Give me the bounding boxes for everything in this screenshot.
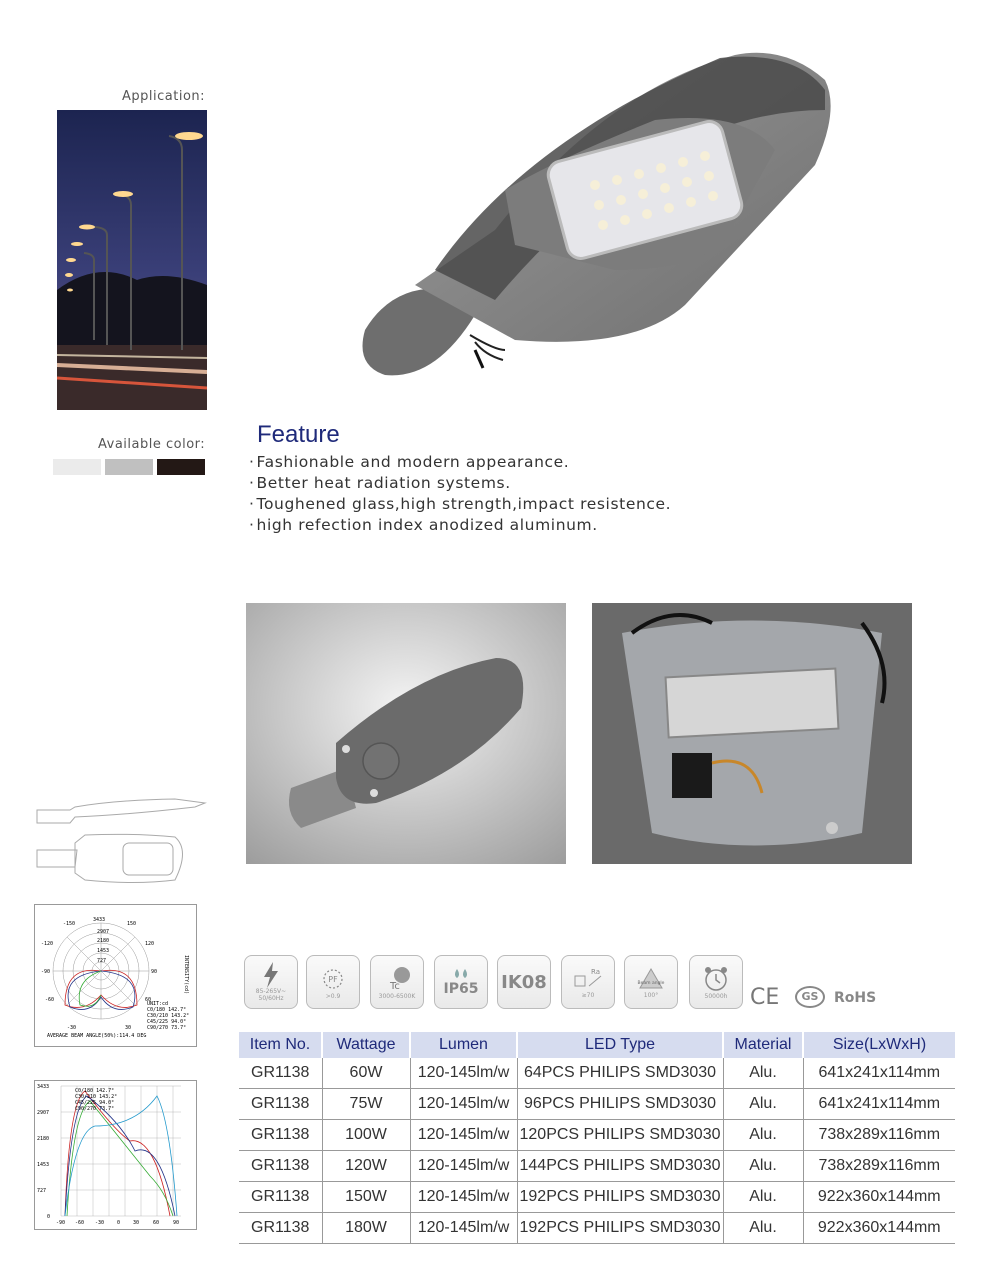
cartesian-y-tick: 3433 bbox=[37, 1084, 50, 1090]
gs-mark-icon: GS bbox=[795, 986, 825, 1008]
table-row bbox=[239, 1120, 955, 1151]
table-cell: GR1138 bbox=[239, 1089, 322, 1120]
ce-mark-icon: CE bbox=[750, 985, 780, 1010]
polar-tick-left: -60 bbox=[45, 997, 55, 1003]
polar-legend-item: C30/210 143.2° bbox=[147, 1013, 190, 1019]
table-cell: 180W bbox=[322, 1213, 410, 1244]
column-header: Wattage bbox=[322, 1032, 410, 1058]
table-cell: GR1138 bbox=[239, 1151, 322, 1182]
table-cell: 738x289x116mm bbox=[803, 1120, 955, 1151]
table-row bbox=[239, 1058, 955, 1089]
polar-ring-label: 2180 bbox=[97, 938, 110, 944]
table-row bbox=[239, 1182, 955, 1213]
feature-item: · Fashionable and modern appearance. bbox=[249, 452, 671, 473]
table-row bbox=[239, 1213, 955, 1244]
lifetime-icon: 50000h bbox=[689, 955, 743, 1009]
lamp-inside-photo bbox=[592, 603, 912, 864]
power-factor-icon: PF >0.9 bbox=[306, 955, 360, 1009]
table-cell: 192PCS PHILIPS SMD3030 bbox=[517, 1182, 723, 1213]
table-cell: GR1138 bbox=[239, 1058, 322, 1089]
table-row bbox=[239, 1151, 955, 1182]
polar-tick-top: -150 bbox=[63, 921, 76, 927]
cartesian-y-tick: 0 bbox=[47, 1214, 51, 1220]
polar-light-distribution-chart bbox=[34, 904, 197, 1047]
cartesian-x-tick: 90 bbox=[173, 1220, 180, 1226]
polar-ring-label: 727 bbox=[97, 958, 107, 964]
hero-lamp-image bbox=[355, 50, 835, 385]
spec-table bbox=[239, 1032, 955, 1244]
color-swatch-black bbox=[157, 459, 205, 475]
column-header: Lumen bbox=[410, 1032, 517, 1058]
cartesian-x-tick: -90 bbox=[56, 1220, 66, 1226]
table-cell: 96PCS PHILIPS SMD3030 bbox=[517, 1089, 723, 1120]
table-cell: 120-145lm/w bbox=[410, 1182, 517, 1213]
cartesian-legend-item: C90/270 73.7° bbox=[75, 1106, 115, 1112]
polar-tick-bottom: 30 bbox=[125, 1025, 132, 1031]
polar-tick-left: -90 bbox=[41, 969, 51, 975]
table-cell: 922x360x144mm bbox=[803, 1182, 955, 1213]
cartesian-x-tick: 30 bbox=[133, 1220, 140, 1226]
application-label: Application: bbox=[122, 89, 206, 104]
polar-legend-item: C0/180 142.7° bbox=[147, 1007, 187, 1013]
table-cell: 922x360x144mm bbox=[803, 1213, 955, 1244]
available-color-label: Available color: bbox=[98, 437, 206, 452]
ip65-icon: IP65 bbox=[434, 955, 488, 1009]
polar-tick-left: -120 bbox=[41, 941, 54, 947]
polar-tick-right: 120 bbox=[145, 941, 155, 947]
cartesian-x-tick: -60 bbox=[75, 1220, 85, 1226]
polar-tick-bottom: -30 bbox=[67, 1025, 77, 1031]
table-cell: 641x241x114mm bbox=[803, 1089, 955, 1120]
beam-angle-icon: Beam angle 100° bbox=[624, 955, 678, 1009]
polar-tick-top: 3433 bbox=[93, 917, 106, 923]
rohs-mark-icon: RoHS bbox=[834, 990, 877, 1006]
column-header: Item No. bbox=[239, 1032, 322, 1058]
feature-item: · Better heat radiation systems. bbox=[249, 473, 671, 494]
table-row bbox=[239, 1089, 955, 1120]
table-cell: Alu. bbox=[723, 1182, 803, 1213]
table-cell: 120-145lm/w bbox=[410, 1120, 517, 1151]
color-swatch-white bbox=[53, 459, 101, 475]
feature-list bbox=[249, 452, 671, 536]
cartesian-x-tick: -30 bbox=[95, 1220, 105, 1226]
table-cell: GR1138 bbox=[239, 1120, 322, 1151]
polar-tick-right: 60 bbox=[145, 997, 152, 1003]
table-cell: 192PCS PHILIPS SMD3030 bbox=[517, 1213, 723, 1244]
table-cell: Alu. bbox=[723, 1089, 803, 1120]
cartesian-legend-item: C45/225 94.0° bbox=[75, 1100, 115, 1106]
table-cell: 120-145lm/w bbox=[410, 1213, 517, 1244]
cartesian-legend-item: C30/210 143.2° bbox=[75, 1094, 118, 1100]
power-icon: 85-265V~ 50/60Hz bbox=[244, 955, 298, 1009]
table-cell: 120-145lm/w bbox=[410, 1089, 517, 1120]
table-cell: Alu. bbox=[723, 1058, 803, 1089]
cartesian-x-tick: 0 bbox=[117, 1220, 121, 1226]
color-swatch-grey bbox=[105, 459, 153, 475]
table-cell: 75W bbox=[322, 1089, 410, 1120]
cartesian-x-tick: 60 bbox=[153, 1220, 160, 1226]
feature-title: Feature bbox=[257, 421, 340, 448]
table-cell: 144PCS PHILIPS SMD3030 bbox=[517, 1151, 723, 1182]
table-cell: 120-145lm/w bbox=[410, 1058, 517, 1089]
table-cell: 120-145lm/w bbox=[410, 1151, 517, 1182]
column-header: Size(LxWxH) bbox=[803, 1032, 955, 1058]
lamp-back-photo bbox=[246, 603, 566, 864]
ra-icon: Ra ≥70 bbox=[561, 955, 615, 1009]
table-cell: Alu. bbox=[723, 1213, 803, 1244]
polar-tick-top: 150 bbox=[127, 921, 137, 927]
svg-text:PF: PF bbox=[328, 974, 338, 984]
table-cell: 738x289x116mm bbox=[803, 1151, 955, 1182]
color-temperature-icon: Tc 3000-6500K bbox=[370, 955, 424, 1009]
polar-unit-label: UNIT:cd bbox=[147, 1001, 169, 1007]
polar-legend-item: C45/225 94.0° bbox=[147, 1019, 187, 1025]
polar-footer: AVERAGE BEAM ANGLE(50%):114.4 DEG bbox=[47, 1033, 147, 1039]
table-cell: GR1138 bbox=[239, 1213, 322, 1244]
column-header: LED Type bbox=[517, 1032, 723, 1058]
cartesian-y-tick: 727 bbox=[37, 1188, 47, 1194]
polar-tick-right: 90 bbox=[151, 969, 158, 975]
ik08-icon: IK08 bbox=[497, 955, 551, 1009]
feature-item: · Toughened glass,high strength,impact resistence. bbox=[249, 494, 671, 515]
table-cell: 64PCS PHILIPS SMD3030 bbox=[517, 1058, 723, 1089]
table-cell: 100W bbox=[322, 1120, 410, 1151]
svg-text:Beam angle: Beam angle bbox=[637, 980, 665, 986]
cartesian-legend-item: C0/180 142.7° bbox=[75, 1088, 115, 1094]
polar-legend-item: C90/270 73.7° bbox=[147, 1025, 187, 1031]
cartesian-y-tick: 2907 bbox=[37, 1110, 50, 1116]
table-cell: 150W bbox=[322, 1182, 410, 1213]
svg-text:Tc: Tc bbox=[390, 980, 400, 992]
table-cell: 60W bbox=[322, 1058, 410, 1089]
cartesian-light-distribution-chart bbox=[34, 1080, 197, 1230]
application-photo bbox=[57, 110, 207, 410]
table-cell: Alu. bbox=[723, 1151, 803, 1182]
outline-drawing bbox=[35, 795, 210, 890]
table-cell: 641x241x114mm bbox=[803, 1058, 955, 1089]
cartesian-y-tick: 2180 bbox=[37, 1136, 50, 1142]
polar-side-label: INTENSITY(cd) bbox=[183, 955, 189, 995]
spec-table-wrapper bbox=[239, 1032, 955, 1244]
table-cell: GR1138 bbox=[239, 1182, 322, 1213]
table-cell: 120W bbox=[322, 1151, 410, 1182]
table-cell: 120PCS PHILIPS SMD3030 bbox=[517, 1120, 723, 1151]
cartesian-y-tick: 1453 bbox=[37, 1162, 50, 1168]
column-header: Material bbox=[723, 1032, 803, 1058]
polar-ring-label: 2907 bbox=[97, 929, 110, 935]
feature-item: · high refection index anodized aluminum. bbox=[249, 515, 671, 536]
table-cell: Alu. bbox=[723, 1120, 803, 1151]
polar-ring-label: 1453 bbox=[97, 948, 110, 954]
svg-text:Ra: Ra bbox=[591, 967, 600, 976]
